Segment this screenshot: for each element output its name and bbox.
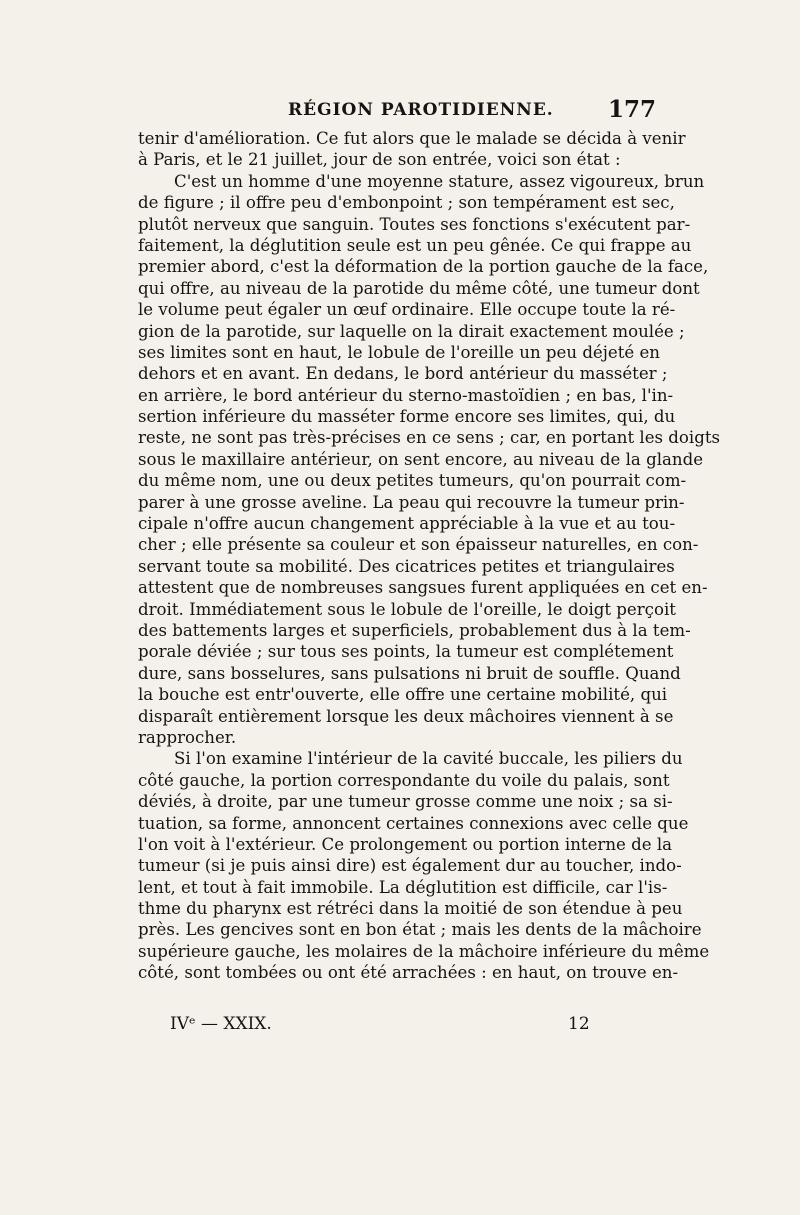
text-line: reste, ne sont pas très-précises en ce sens ; car, en portant les doigts	[138, 428, 721, 448]
body-text	[138, 128, 721, 984]
text-line: dure, sans bosselures, sans pulsations ni bruit de souffle. Quand	[138, 663, 681, 683]
text-line: l'on voit à l'extérieur. Ce prolongement ou portion interne de la	[138, 834, 673, 854]
text-line: qui offre, au niveau de la parotide du même côté, une tumeur dont	[138, 278, 700, 298]
text-line: la bouche est entr'ouverte, elle offre une certaine mobilité, qui	[138, 685, 668, 705]
text-line: attestent que de nombreuses sangsues furent appliquées en cet en-	[138, 578, 708, 598]
text-line: plutôt nerveux que sanguin. Toutes ses fonctions s'exécutent par-	[138, 214, 691, 234]
text-line: tenir d'amélioration. Ce fut alors que le malade se décida à venir	[138, 129, 686, 148]
text-line: servant toute sa mobilité. Des cicatrices petites et triangulaires	[138, 556, 675, 576]
text-line: sertion inférieure du masséter forme encore ses limites, qui, du	[138, 407, 676, 427]
text-line: C'est un homme d'une moyenne stature, assez vigoureux, brun	[174, 171, 705, 191]
text-line: droit. Immédiatement sous le lobule de l'oreille, le doigt perçoit	[138, 599, 676, 619]
text-line: tuation, sa forme, annoncent certaines connexions avec celle que	[138, 813, 689, 833]
text-line: cipale n'offre aucun changement appréciable à la vue et au tou-	[138, 514, 676, 534]
text-line: tumeur (si je puis ainsi dire) est également dur au toucher, indo-	[138, 856, 682, 876]
text-line: à Paris, et le 21 juillet, jour de son entrée, voici son état :	[138, 150, 621, 170]
text-line: de figure ; il offre peu d'embonpoint ; son tempérament est sec,	[138, 193, 675, 213]
text-line: sous le maxillaire antérieur, on sent encore, au niveau de la glande	[138, 449, 704, 469]
text-line: rapprocher.	[138, 727, 237, 747]
text-line: parer à une grosse aveline. La peau qui recouvre la tumeur prin-	[138, 492, 685, 512]
running-title: RÉGION PAROTIDIENNE.	[288, 100, 554, 120]
signature-mark: IVᵉ — XXIX.	[170, 1014, 272, 1034]
text-line: ses limites sont en haut, le lobule de l'oreille un peu déjeté en	[138, 342, 660, 362]
text-line: le volume peut égaler un œuf ordinaire. Elle occupe toute la ré-	[138, 300, 676, 320]
text-line: premier abord, c'est la déformation de la portion gauche de la face,	[138, 257, 709, 277]
text-line: des battements larges et superficiels, probablement dus à la tem-	[138, 620, 691, 640]
page-header	[138, 96, 658, 126]
text-line: Si l'on examine l'intérieur de la cavité buccale, les piliers du	[174, 749, 683, 769]
signature-number: 12	[568, 1014, 590, 1034]
text-line: gion de la parotide, sur laquelle on la dirait exactement moulée ;	[138, 321, 685, 341]
text-line: faitement, la déglutition seule est un peu gênée. Ce qui frappe au	[138, 235, 692, 255]
text-line: près. Les gencives sont en bon état ; mais les dents de la mâchoire	[138, 920, 702, 940]
page-number: 177	[607, 96, 656, 123]
text-line: déviés, à droite, par une tumeur grosse comme une noix ; sa si-	[138, 792, 673, 812]
text-line: côté, sont tombées ou ont été arrachées : en haut, on trouve en-	[138, 963, 679, 983]
text-line: cher ; elle présente sa couleur et son épaisseur naturelles, en con-	[138, 535, 699, 555]
page-footer	[138, 1014, 660, 1040]
text-line: du même nom, une ou deux petites tumeurs, qu'on pourrait com-	[138, 471, 687, 491]
text-line: côté gauche, la portion correspondante du voile du palais, sont	[138, 770, 670, 790]
text-line: lent, et tout à fait immobile. La déglutition est difficile, car l'is-	[138, 877, 668, 897]
text-line: en arrière, le bord antérieur du sterno-mastoïdien ; en bas, l'in-	[138, 385, 674, 405]
text-line: disparaît entièrement lorsque les deux mâchoires viennent à se	[138, 706, 674, 726]
text-line: dehors et en avant. En dedans, le bord antérieur du masséter ;	[138, 364, 668, 384]
text-line: porale déviée ; sur tous ses points, la tumeur est complétement	[138, 642, 674, 662]
text-line: supérieure gauche, les molaires de la mâchoire inférieure du même	[138, 941, 710, 961]
text-line: thme du pharynx est rétréci dans la moitié de son étendue à peu	[138, 899, 683, 919]
